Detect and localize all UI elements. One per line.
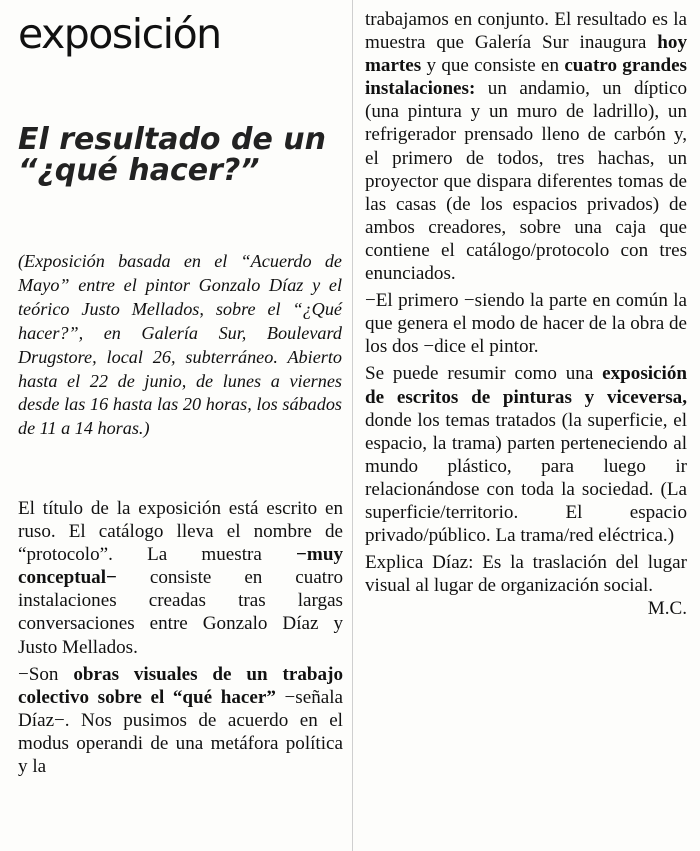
paragraph-2-start: −Son obras visuales de un trabajo colectivo sobre el “qué hacer” −señala Díaz−. Nos pusimos de acuerdo en el modus operandi de una metáfora política y la xyxy=(18,663,344,778)
exhibition-info: (Exposición basada en el “Acuerdo de Mayo” entre el pintor Gonzalo Díaz y el teórico Justo Mellados, sobre el “¿Qué hacer?”, en Galería Sur, Boulevard Drugstore, local 26, subterráneo. Abierto hasta el 22 de junio, de lunes a viernes desde las 16 hasta las 20 horas, los sábados de 11 a 14 horas.) xyxy=(18,251,342,439)
paragraph-5: Explica Díaz: Es la traslación del lugar visual al lugar de organización social. M.C. xyxy=(365,552,687,620)
left-body xyxy=(18,497,343,782)
p2-right-text: trabajamos en conjunto. El resultado es la muestra que Galería Sur inaugura xyxy=(365,9,687,54)
paragraph-3: −El primero −siendo la parte en común la que genera el modo de hacer de la obra de los dos −dice el pintor. xyxy=(365,290,687,358)
section-label: exposición xyxy=(18,10,221,58)
paragraph-1: El título de la exposición está escrito en ruso. El catálogo lleva el nombre de “protocolo”. La muestra −muy conceptual− consiste en cuatro instalaciones creadas tras largas conversaciones entre Gonzalo Díaz y Justo Mellados. xyxy=(18,498,343,658)
paragraph-2-continued: trabajamos en conjunto. El resultado es la muestra que Galería Sur inaugura hoy martes y que consiste en cuatro grandes instalaciones: un andamio, un díptico (una pintura y un muro de ladrillo), un refrigerador prensado lleno de carbón y, el primero de todos, tres hachas, un proyector que dispara diferentes tomas de las casas (de los espacios privados) de ambos creadores, sobre una caja que contiene el catálogo/protocolo con tres enunciados. xyxy=(365,9,687,285)
column-divider xyxy=(352,0,353,851)
paragraph-4: Se puede resumir como una exposición de escritos de pinturas y viceversa, donde los temas tratados (la superficie, el espacio, la trama) parten perteneciendo al mundo plástico, para luego ir relacionándose con toda la sociedad. (La superficie/territorio. El espacio privado/público. La trama/red eléctrica.) xyxy=(365,363,687,547)
article-headline: El resultado de un “¿qué hacer?” xyxy=(18,122,326,188)
right-body xyxy=(365,8,687,620)
p2-left-text: −señala Díaz−. Nos pusimos de acuerdo en el modus operandi de una metáfora política y la xyxy=(18,686,344,778)
author-signature: M.C. xyxy=(647,598,687,620)
